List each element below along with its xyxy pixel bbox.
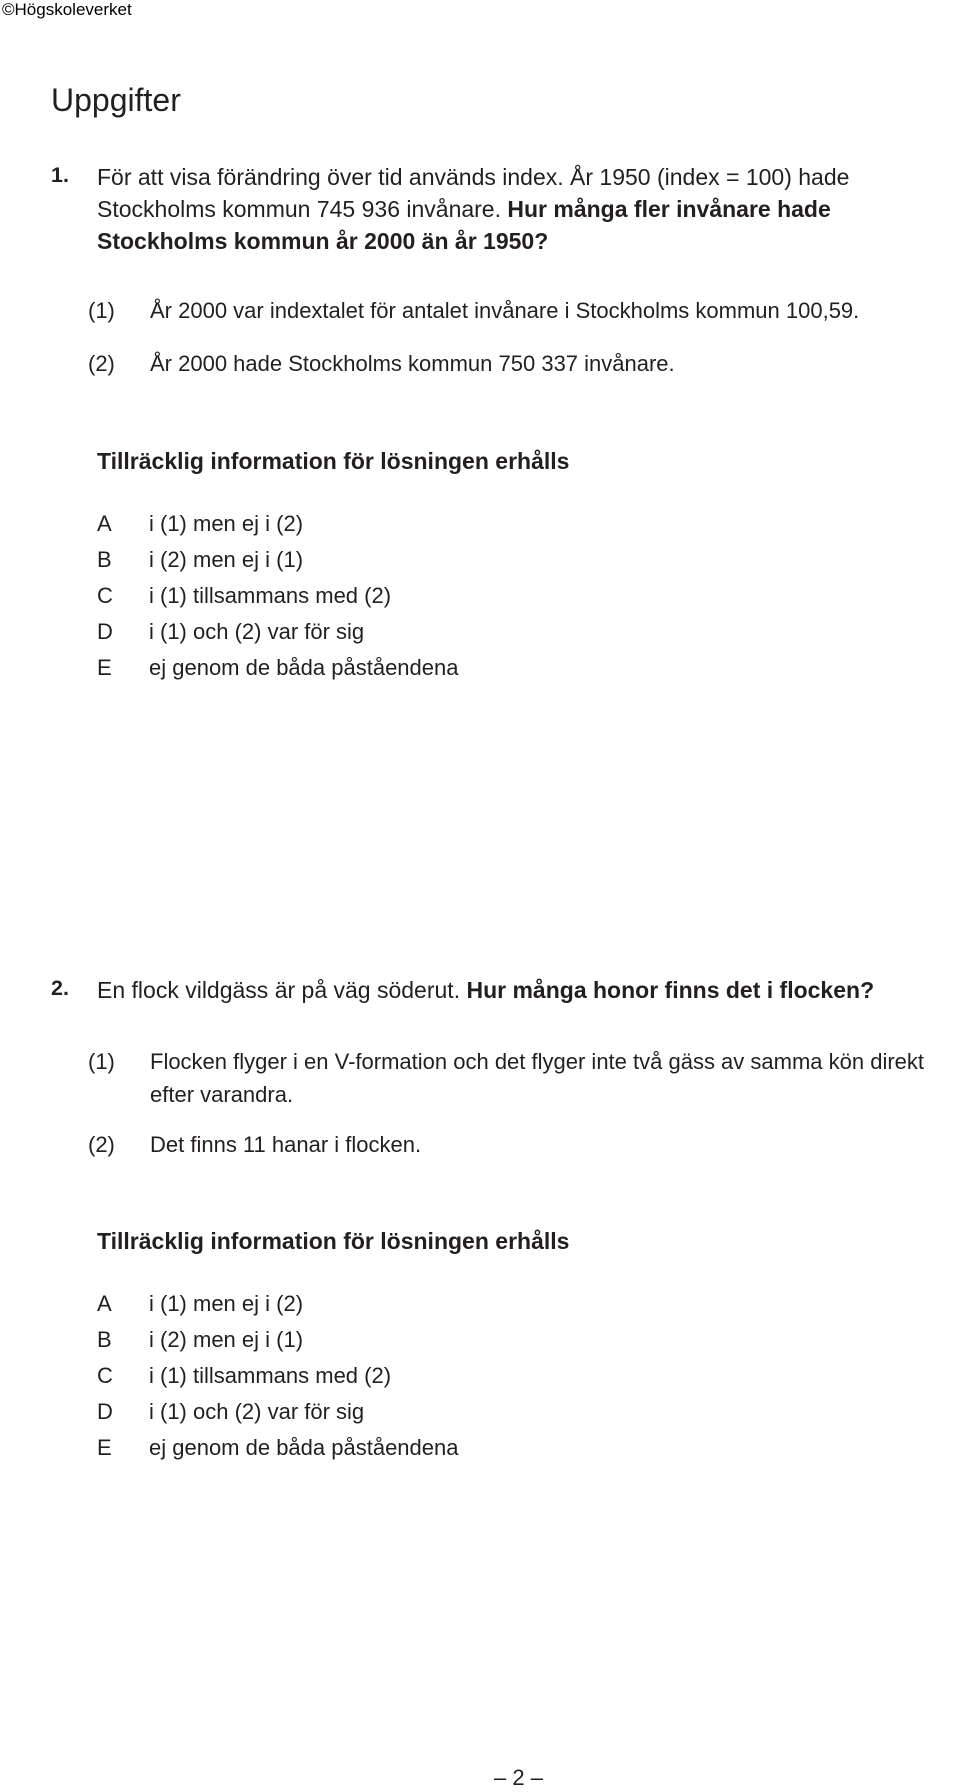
question-1-statement-2 (88, 347, 960, 380)
option-text: i (1) men ej i (2) (149, 1291, 304, 1316)
option-letter: D (97, 619, 113, 644)
option-text: i (1) men ej i (2) (149, 511, 304, 536)
statement-text: Det finns 11 hanar i flocken. (150, 1132, 422, 1157)
option-letter: B (97, 547, 112, 572)
question-2-intro: En flock vildgäss är på väg söderut. (97, 977, 461, 1003)
question-1-intro: För att visa förändring över tid används index. År 1950 (index = 100) hade Stockholms kommun 745 936 invånare. (97, 164, 850, 222)
option-letter: D (97, 1399, 113, 1424)
question-2-option-c (97, 1362, 391, 1390)
option-text: i (1) och (2) var för sig (149, 1399, 365, 1424)
option-text: i (1) tillsammans med (2) (149, 583, 392, 608)
question-2-subheading: Tillräcklig information för lösningen erhålls (97, 1228, 570, 1254)
question-1-option-d (97, 618, 364, 646)
option-letter: E (97, 1435, 112, 1460)
question-1-option-e (97, 654, 458, 682)
question-2-statement-1 (88, 1045, 960, 1111)
question-1-text (97, 161, 959, 257)
question-1-option-b (97, 546, 303, 574)
option-letter: A (97, 1291, 112, 1316)
option-letter: A (97, 511, 112, 536)
question-1-question: Hur många fler invånare hade Stockholms kommun år 2000 än år 1950? (97, 196, 831, 254)
option-letter: C (97, 583, 113, 608)
option-text: ej genom de båda påståendena (149, 1435, 459, 1460)
option-letter: B (97, 1327, 112, 1352)
question-1-option-c (97, 582, 391, 610)
option-text: i (1) och (2) var för sig (149, 619, 365, 644)
option-text: ej genom de båda påståendena (149, 655, 459, 680)
option-text: i (1) tillsammans med (2) (149, 1363, 392, 1388)
option-text: i (2) men ej i (1) (149, 547, 304, 572)
option-letter: E (97, 655, 112, 680)
statement-number: (2) (88, 1132, 115, 1157)
question-2-number: 2. (51, 976, 69, 1000)
statement-number: (1) (88, 298, 115, 323)
statement-number: (1) (88, 1049, 115, 1074)
statement-text: Flocken flyger i en V-formation och det flyger inte två gäss av samma kön direkt efter varandra. (150, 1049, 925, 1107)
question-2-option-b (97, 1326, 303, 1354)
question-1-statement-1 (88, 294, 960, 327)
option-letter: C (97, 1363, 113, 1388)
copyright-notice: ©Högskoleverket (2, 0, 132, 19)
statement-text: År 2000 var indextalet för antalet invånare i Stockholms kommun 100,59. (150, 298, 860, 323)
option-text: i (2) men ej i (1) (149, 1327, 304, 1352)
question-2-option-e (97, 1434, 458, 1462)
question-2-question: Hur många honor finns det i flocken? (466, 977, 875, 1003)
page-title: Uppgifter (51, 82, 181, 118)
statement-number: (2) (88, 351, 115, 376)
question-2-statement-2 (88, 1128, 960, 1161)
question-1-subheading: Tillräcklig information för lösningen erhålls (97, 448, 570, 474)
question-2-option-d (97, 1398, 364, 1426)
statement-text: År 2000 hade Stockholms kommun 750 337 invånare. (150, 351, 675, 376)
page-number: – 2 – (494, 1765, 543, 1790)
question-1-number: 1. (51, 163, 69, 187)
question-2-text (97, 974, 959, 1006)
question-2-option-a (97, 1290, 303, 1318)
question-1-option-a (97, 510, 303, 538)
